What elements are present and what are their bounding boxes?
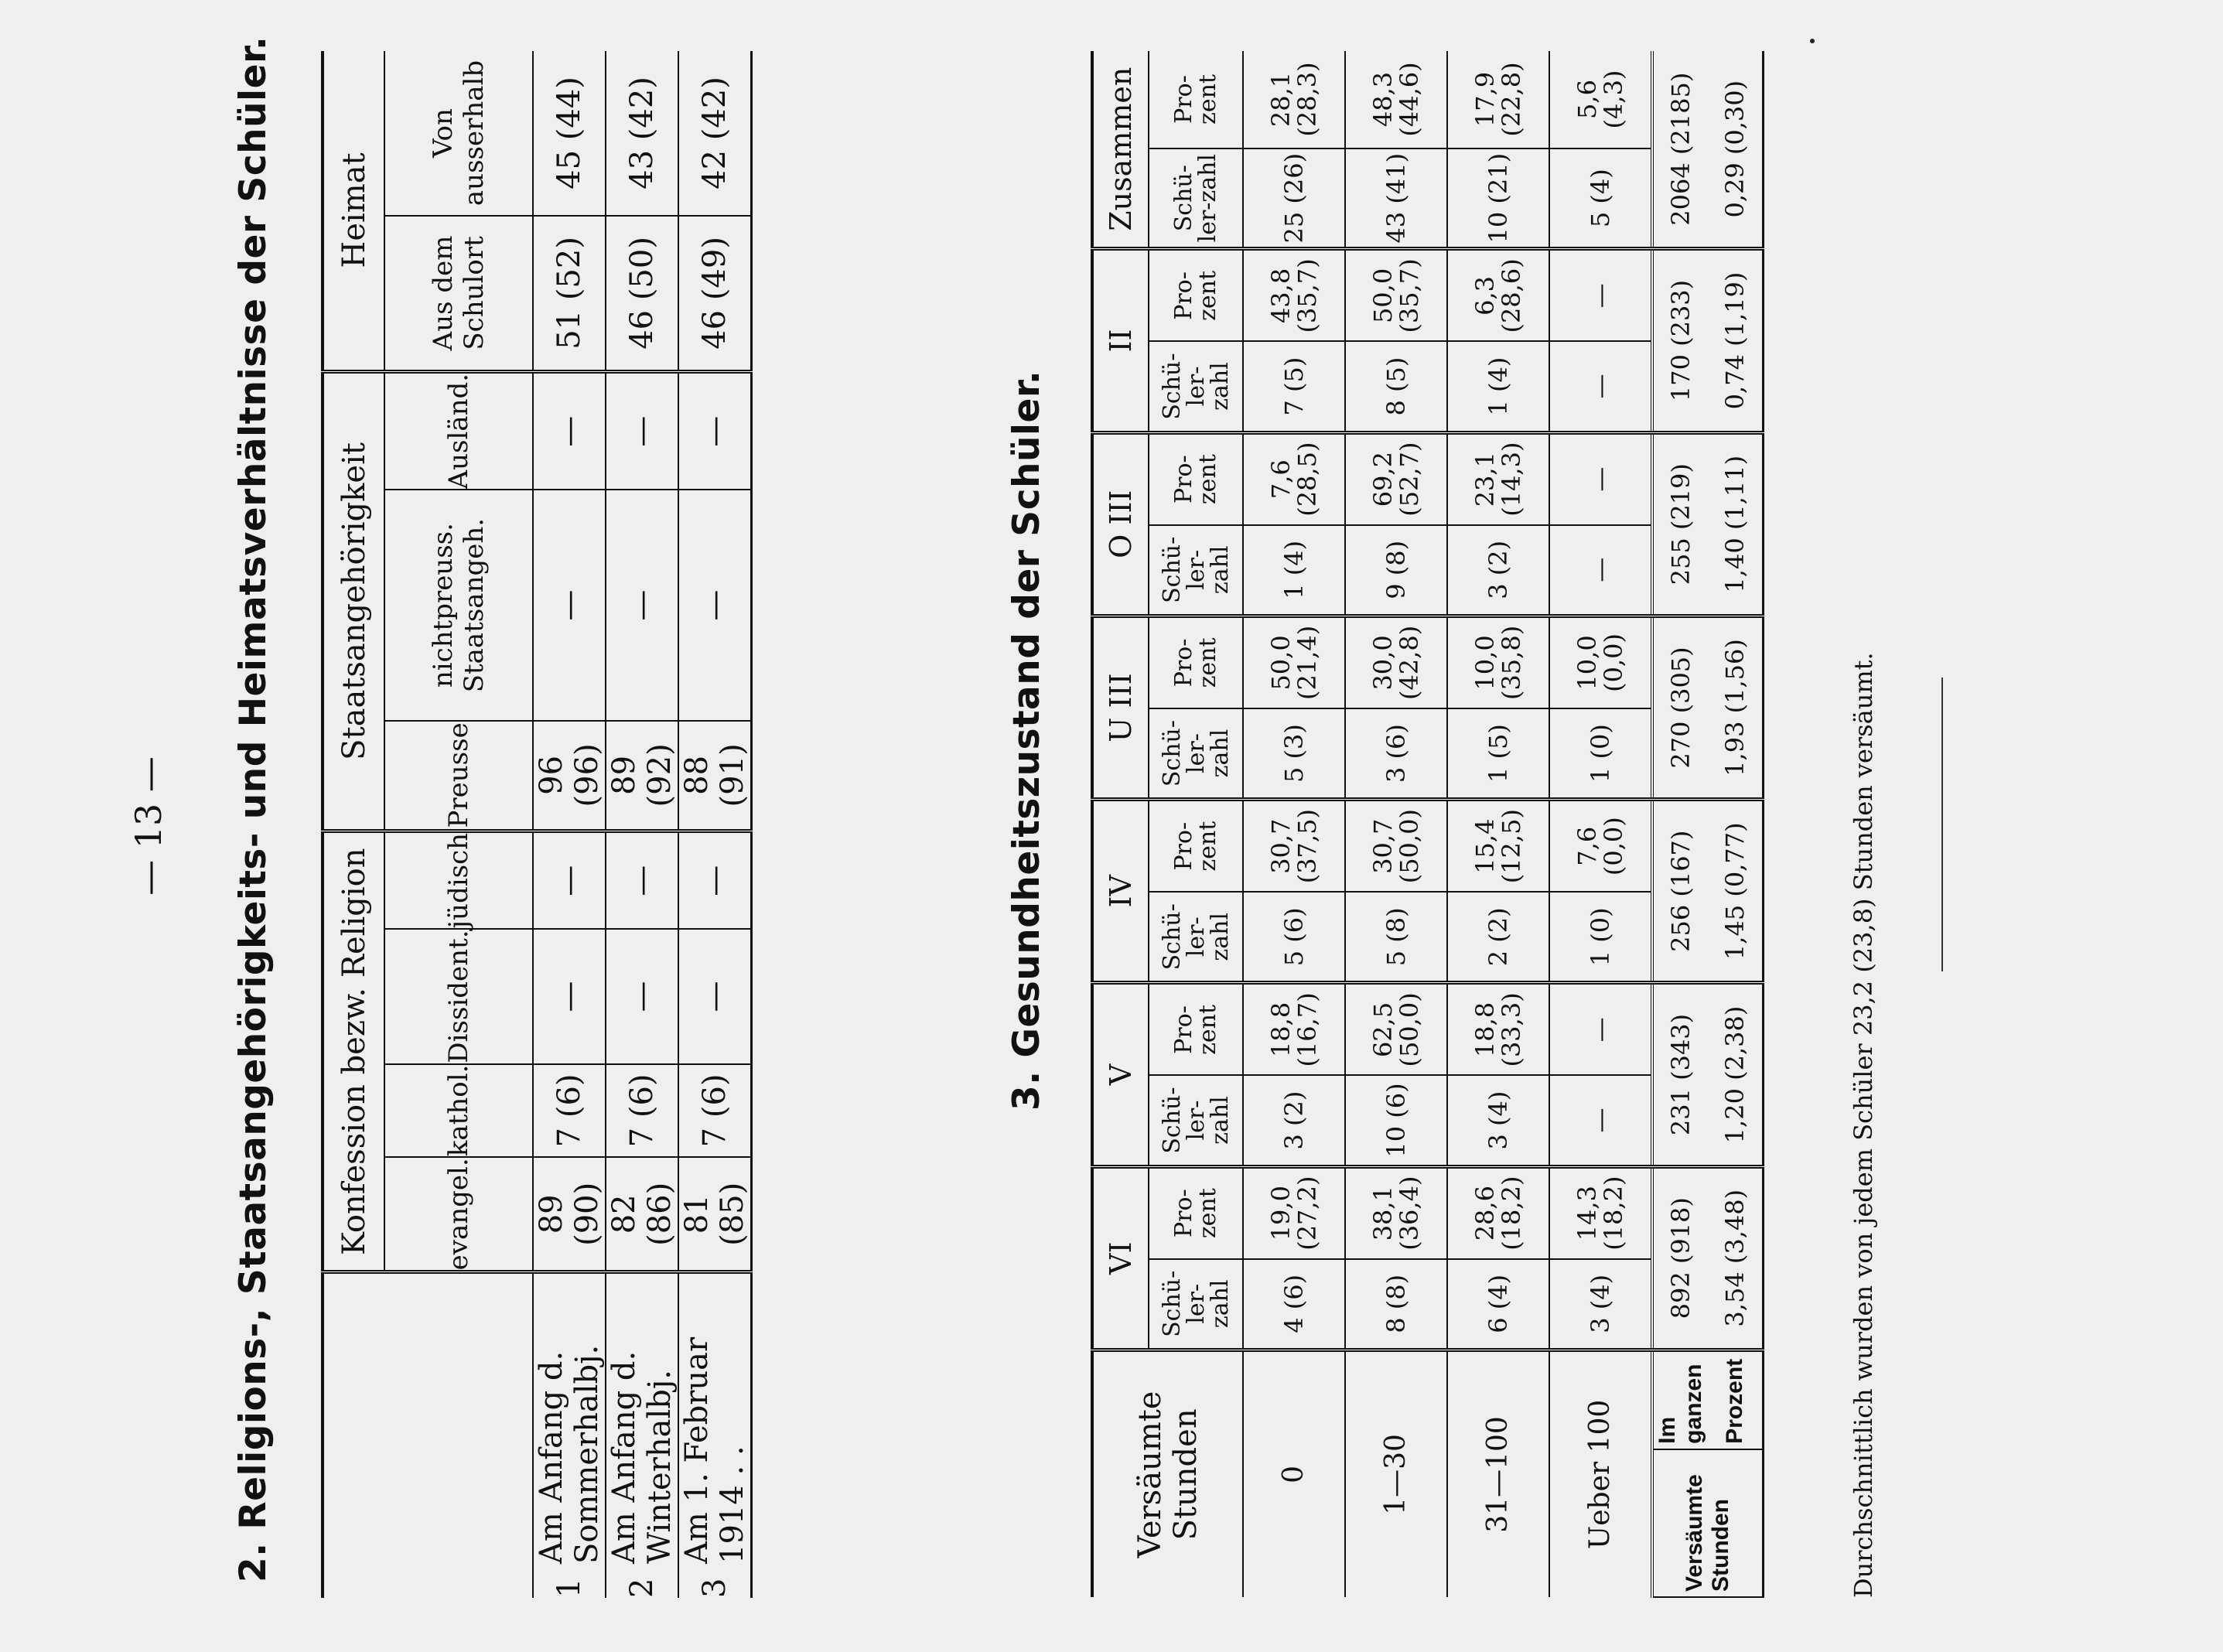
table-cell: 81 (85) (678, 1157, 752, 1272)
table-cell: 7,6 (0,0) (1549, 800, 1652, 893)
total-cell: 1,20 (2,38) (1708, 983, 1764, 1166)
table-cell: 7 (6) (533, 1064, 606, 1158)
table-cell: 3 (4) (1447, 1075, 1549, 1166)
table-cell: — (606, 371, 678, 490)
table-cell: — (678, 490, 752, 720)
table-cell: — (1549, 983, 1652, 1076)
sub-header-percent: Pro-zent (1149, 432, 1243, 525)
total-cell: 892 (918) (1652, 1166, 1708, 1350)
religion-nationality-table (321, 51, 753, 1598)
column-header: kathol. (384, 1064, 533, 1158)
sub-header-count: Schü-ler-zahl (1149, 1259, 1243, 1350)
table-cell: 10,0 (35,8) (1447, 616, 1549, 708)
page-number: — 13 — (128, 756, 169, 896)
table-cell: 3 (6) (1345, 708, 1447, 800)
total-cell: 3,54 (3,48) (1708, 1166, 1764, 1350)
total-cell: 0,29 (0,30) (1708, 51, 1764, 249)
row-number: 2 (606, 1570, 678, 1598)
table-cell: 5 (6) (1243, 892, 1345, 983)
table-cell: 82 (86) (606, 1157, 678, 1272)
table-cell: 62,5 (50,0) (1345, 983, 1447, 1076)
table-cell: 14,3 (18,2) (1549, 1166, 1652, 1259)
sub-header-percent: Pro-zent (1149, 249, 1243, 342)
table-cell: 18,8 (16,7) (1243, 983, 1345, 1076)
table-cell: 5 (3) (1243, 708, 1345, 800)
table-cell: 4 (6) (1243, 1259, 1345, 1350)
table-cell: 10 (6) (1345, 1075, 1447, 1166)
table-cell: 3 (2) (1447, 525, 1549, 616)
sub-header-percent: Pro-zent (1149, 51, 1243, 148)
table-cell: 46 (50) (606, 216, 678, 371)
table-cell: — (533, 490, 606, 720)
table-cell: 45 (44) (533, 51, 606, 216)
total-cell: 170 (233) (1652, 249, 1708, 432)
column-header: Von ausserhalb (384, 51, 533, 216)
table-cell: 28,6 (18,2) (1447, 1166, 1549, 1259)
row-label: Ueber 100 (1549, 1350, 1652, 1597)
table-cell: — (678, 929, 752, 1063)
sub-header-count: Schü-ler-zahl (1149, 892, 1243, 983)
class-header: O III (1092, 432, 1149, 616)
table-cell: — (678, 831, 752, 929)
table-cell: 15,4 (12,5) (1447, 800, 1549, 893)
table-cell: 30,7 (37,5) (1243, 800, 1345, 893)
table-cell: 5 (4) (1549, 148, 1652, 249)
table-row (678, 51, 752, 1598)
row-number: 1 (533, 1570, 606, 1598)
column-header: Dissident. (384, 929, 533, 1063)
table-cell: 23,1 (14,3) (1447, 432, 1549, 525)
section2-title: 2. Religions-, Staatsangehörigkeits- und Heimatsverhältnisse der Schüler. (232, 36, 275, 1582)
divider (1941, 678, 1943, 971)
table-cell: 7 (5) (1243, 341, 1345, 432)
table-cell: 19,0 (27,2) (1243, 1166, 1345, 1259)
table-cell: 2 (2) (1447, 892, 1549, 983)
sub-header-count: Schü-ler-zahl (1149, 341, 1243, 432)
column-header: Preusse (384, 721, 533, 831)
ink-dot (1810, 39, 1815, 43)
table-cell: — (1549, 1075, 1652, 1166)
table-cell: 38,1 (36,4) (1345, 1166, 1447, 1259)
class-header: Zusammen (1092, 51, 1149, 249)
row-label: 31—100 (1447, 1350, 1549, 1597)
row-label-header (323, 1272, 533, 1598)
row-label: Am Anfang d. Winterhalbj. (606, 1272, 678, 1570)
sub-header-count: Schü-ler-zahl (1149, 148, 1243, 249)
table-cell: — (1549, 249, 1652, 342)
table-cell: 30,7 (50,0) (1345, 800, 1447, 893)
table-row (533, 51, 606, 1598)
table-cell: 9 (8) (1345, 525, 1447, 616)
table-row (1447, 51, 1549, 1597)
column-header: Aus dem Schulort (384, 216, 533, 371)
group-header-konfession: Konfession bezw. Religion (323, 831, 384, 1272)
health-table (1091, 51, 1764, 1598)
table-cell: — (1549, 432, 1652, 525)
table-cell: 3 (4) (1549, 1259, 1652, 1350)
total-cell: 231 (343) (1652, 983, 1708, 1166)
table-cell: 96 (96) (533, 721, 606, 831)
sub-header-count: Schü-ler-zahl (1149, 1075, 1243, 1166)
table-row (1243, 51, 1345, 1597)
corner-header: Versäumte Stunden (1092, 1350, 1243, 1597)
table-cell: 6,3 (28,6) (1447, 249, 1549, 342)
totals-row (1708, 51, 1764, 1597)
table-cell: 5,6 (4,3) (1549, 51, 1652, 148)
table-cell: 69,2 (52,7) (1345, 432, 1447, 525)
sub-header-count: Schü-ler-zahl (1149, 708, 1243, 800)
class-header: V (1092, 983, 1149, 1166)
table-cell: 46 (49) (678, 216, 752, 371)
table-cell: 10,0 (0,0) (1549, 616, 1652, 708)
table-cell: 43 (42) (606, 51, 678, 216)
total-cell: 2064 (2185) (1652, 51, 1708, 249)
table-row (606, 51, 678, 1598)
table-cell: 28,1 (28,3) (1243, 51, 1345, 148)
table-cell: 51 (52) (533, 216, 606, 371)
sub-header-percent: Pro-zent (1149, 1166, 1243, 1259)
table-cell: — (1549, 341, 1652, 432)
table-cell: 1 (0) (1549, 708, 1652, 800)
group-header-staat: Staatsangehörigkeit (323, 371, 384, 831)
table-row (1345, 51, 1447, 1597)
table-cell: — (533, 831, 606, 929)
class-header: VI (1092, 1166, 1149, 1350)
section3-title: 3. Gesundheitszustand der Schüler. (1006, 370, 1048, 1111)
table-cell: 43,8 (35,7) (1243, 249, 1345, 342)
class-header: IV (1092, 800, 1149, 983)
table-cell: — (1549, 525, 1652, 616)
total-cell: 270 (305) (1652, 616, 1708, 799)
table-cell: 89 (92) (606, 721, 678, 831)
table-cell: 5 (8) (1345, 892, 1447, 983)
row-number: 3 (678, 1570, 752, 1598)
table-cell: 6 (4) (1447, 1259, 1549, 1350)
table-cell: 7 (6) (678, 1064, 752, 1158)
table-cell: 17,9 (22,8) (1447, 51, 1549, 148)
total-cell: 0,74 (1,19) (1708, 249, 1764, 432)
table-cell: 1 (4) (1243, 525, 1345, 616)
table-cell: — (606, 831, 678, 929)
sub-header-count: Schü-ler-zahl (1149, 525, 1243, 616)
table-cell: 42 (42) (678, 51, 752, 216)
column-header: Ausländ. (384, 371, 533, 490)
row-label: 0 (1243, 1350, 1345, 1597)
table-cell: 7 (6) (606, 1064, 678, 1158)
table-cell: 3 (2) (1243, 1075, 1345, 1166)
table-cell: — (533, 929, 606, 1063)
total-cell: 1,93 (1,56) (1708, 616, 1764, 799)
table-cell: — (678, 371, 752, 490)
table-cell: 7,6 (28,5) (1243, 432, 1345, 525)
row-label: Am Anfang d. Sommerhalbj. (533, 1272, 606, 1570)
row-label: 1—30 (1345, 1350, 1447, 1597)
table-cell: 8 (5) (1345, 341, 1447, 432)
table-cell: 1 (5) (1447, 708, 1549, 800)
totals-sublabel: Prozent (1708, 1350, 1764, 1449)
row-label: Am 1. Februar 1914 . . (678, 1272, 752, 1570)
total-cell: 256 (167) (1652, 800, 1708, 983)
table-cell: 43 (41) (1345, 148, 1447, 249)
column-header: jüdisch (384, 831, 533, 929)
table-cell: 89 (90) (533, 1157, 606, 1272)
table-cell: 18,8 (33,3) (1447, 983, 1549, 1076)
sub-header-percent: Pro-zent (1149, 983, 1243, 1076)
table-row (1549, 51, 1652, 1597)
table-cell: 8 (8) (1345, 1259, 1447, 1350)
table-cell: 50,0 (35,7) (1345, 249, 1447, 342)
total-cell: 1,45 (0,77) (1708, 800, 1764, 983)
total-cell: 1,40 (1,11) (1708, 432, 1764, 616)
total-cell: 255 (219) (1652, 432, 1708, 616)
column-header: nichtpreuss. Staatsangeh. (384, 490, 533, 720)
table-cell: 1 (4) (1447, 341, 1549, 432)
table-cell: 1 (0) (1549, 892, 1652, 983)
footnote: Durchschnittlich wurden von jedem Schüler 23,2 (23,8) Stunden versäumt. (1849, 652, 1878, 1598)
class-header: U III (1092, 616, 1149, 799)
sub-header-percent: Pro-zent (1149, 800, 1243, 893)
sub-header-percent: Pro-zent (1149, 616, 1243, 708)
table-cell: 25 (26) (1243, 148, 1345, 249)
group-header-heimat: Heimat (323, 51, 384, 371)
table-cell: 30,0 (42,8) (1345, 616, 1447, 708)
class-header: II (1092, 249, 1149, 432)
table-cell: 88 (91) (678, 721, 752, 831)
table-cell: — (533, 371, 606, 490)
table-cell: — (606, 490, 678, 720)
totals-label: Versäumte Stunden (1652, 1449, 1764, 1597)
table-cell: 48,3 (44,6) (1345, 51, 1447, 148)
totals-row (1652, 51, 1708, 1597)
table-cell: — (606, 929, 678, 1063)
totals-sublabel: Im ganzen (1652, 1350, 1708, 1449)
table-cell: 50,0 (21,4) (1243, 616, 1345, 708)
table-cell: 10 (21) (1447, 148, 1549, 249)
column-header: evangel. (384, 1157, 533, 1272)
